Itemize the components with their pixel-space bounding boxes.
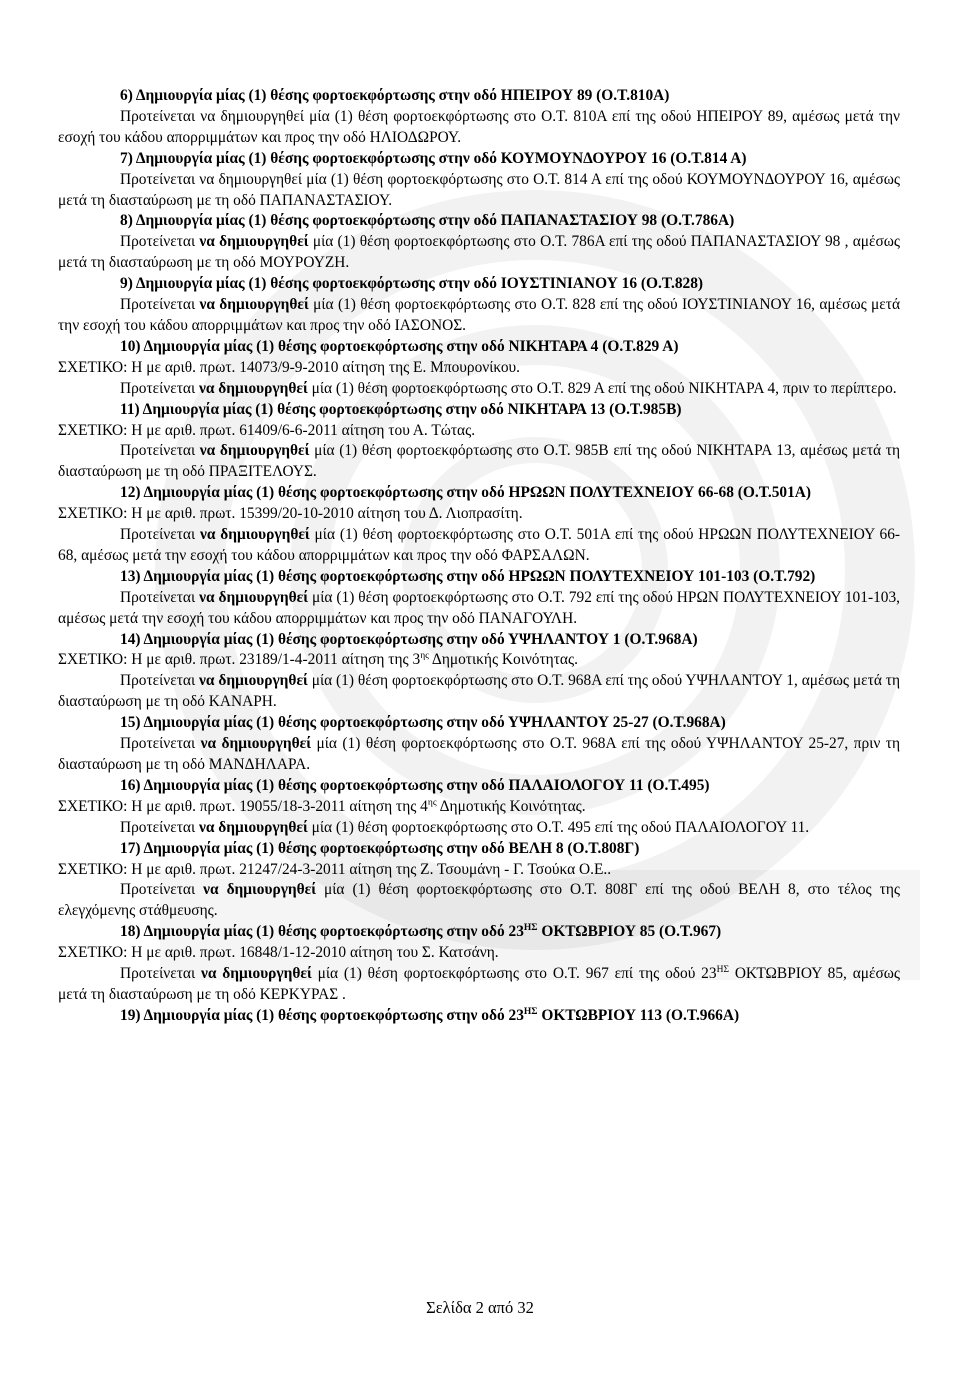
section-text: Προτείνεται να δημιουργηθεί μία (1) θέση φορτοεκφόρτωσης στο Ο.Τ. 786Α επί της οδού ΠΑΠΑΝΑΣΤΑΣΙΟΥ 98 , αμέσως μετά τη διασταύρωση με τη οδό ΜΟΥΡΟΥΖΗ.	[58, 233, 901, 272]
section-heading: 14) Δημιουργία μίας (1) θέσης φορτοεκφόρτωσης στην οδό ΥΨΗΛΑΝΤΟΥ 1 (Ο.Τ.968Α)	[120, 630, 698, 648]
section-heading: 12) Δημιουργία μίας (1) θέσης φορτοεκφόρτωσης στην οδό ΗΡΩΩΝ ΠΟΛΥΤΕΧΝΕΙΟΥ 66-68 (Ο.Τ.501Α)	[120, 484, 812, 502]
section-heading: 11) Δημιουργία μίας (1) θέσης φορτοεκφόρτωσης στην οδό ΝΙΚΗΤΑΡΑ 13 (Ο.Τ.985Β)	[120, 400, 682, 418]
section-reference: ΣΧΕΤΙΚΟ: Η με αριθ. πρωτ. 23189/1-4-2011 αίτηση της $3^{\eta\varsigma}$ Δημοτικής Κοινότητας.	[58, 651, 578, 669]
section-heading: 19) Δημιουργία μίας (1) θέσης φορτοεκφόρτωσης στην οδό $23^{H\Sigma}$ ΟΚΤΩΒΡΙΟΥ 113 (Ο.Τ.966Α)	[120, 1006, 740, 1024]
section-heading: 15) Δημιουργία μίας (1) θέσης φορτοεκφόρτωσης στην οδό ΥΨΗΛΑΝΤΟΥ 25-27 (Ο.Τ.968Α)	[120, 714, 726, 732]
section-heading: 18) Δημιουργία μίας (1) θέσης φορτοεκφόρτωσης στην οδό $23^{H\Sigma}$ ΟΚΤΩΒΡΙΟΥ 85 (Ο.Τ.967)	[120, 923, 722, 941]
section-heading: 17) Δημιουργία μίας (1) θέσης φορτοεκφόρτωσης στην οδό ΒΕΛΗ 8 (Ο.Τ.808Γ)	[120, 839, 640, 857]
section-text: Προτείνεται να δημιουργηθεί μία (1) θέση φορτοεκφόρτωσης στο Ο.Τ. 968Α επί της οδού ΥΨΗΛΑΝΤΟΥ 25-27, πριν τη διασταύρωση με τη οδό ΜΑΝΔΗΛΑΡΑ.	[58, 735, 901, 773]
section-heading: 7) Δημιουργία μίας (1) θέσης φορτοεκφόρτωσης στην οδό ΚΟΥΜΟΥΝΔΟΥΡΟΥ 16 (Ο.Τ.814 Α)	[120, 149, 747, 167]
section-heading: 10) Δημιουργία μίας (1) θέσης φορτοεκφόρτωσης στην οδό ΝΙΚΗΤΑΡΑ 4 (Ο.Τ.829 Α)	[120, 337, 679, 355]
section-text: Προτείνεται να δημιουργηθεί μία (1) θέση φορτοεκφόρτωσης στο Ο.Τ. 829 Α επί της οδού ΝΙΚΗΤΑΡΑ 4, πριν το περίπτερο.	[120, 379, 897, 397]
section-text: Προτείνεται να δημιουργηθεί μία (1) θέση φορτοεκφόρτωσης στο Ο.Τ. 814 Α επί της οδού ΚΟΥΜΟΥΝΔΟΥΡΟΥ 16, αμέσως μετά τη διασταύρωση με τη οδό ΠΑΠΑΝΑΣΤΑΣΙΟΥ.	[58, 170, 900, 209]
section-text: Προτείνεται να δημιουργηθεί μία (1) θέση φορτοεκφόρτωσης στο Ο.Τ. 792 επί της οδού ΗΡΩΝ ΠΟΛΥΤΕΧΝΕΙΟΥ 101-103, αμέσως μετά την εσοχή του κάδου απορριμμάτων και προς την οδό ΠΑΝΑΓΟΥΛΗ.	[58, 588, 901, 627]
section-reference: ΣΧΕΤΙΚΟ: Η με αριθ. πρωτ. 16848/1-12-2010 αίτηση του Σ. Κατσάνη.	[58, 944, 499, 962]
section-text: Προτείνεται να δημιουργηθεί μία (1) θέση φορτοεκφόρτωσης στο Ο.Τ. 985Β επί της οδού ΝΙΚΗΤΑΡΑ 13, αμέσως μετά τη διασταύρωση με τη οδό ΠΡΑΞΙΤΕΛΟΥΣ.	[58, 442, 900, 481]
section-text: Προτείνεται να δημιουργηθεί μία (1) θέση φορτοεκφόρτωσης στο Ο.Τ. 501Α επί της οδού ΗΡΩΩΝ ΠΟΛΥΤΕΧΝΕΙΟΥ 66-68, αμέσως μετά την εσοχή του κάδου απορριμμάτων και προς την οδό ΦΑΡΣΑΛΩΝ.	[58, 526, 901, 564]
section-heading: 16) Δημιουργία μίας (1) θέσης φορτοεκφόρτωσης στην οδό ΠΑΛΑΙΟΛΟΓΟΥ 11 (Ο.Τ.495)	[120, 776, 710, 794]
section-heading: 6) Δημιουργία μίας (1) θέσης φορτοεκφόρτωσης στην οδό ΗΠΕΙΡΟΥ 89 (Ο.Τ.810Α)	[120, 87, 670, 104]
document-body	[58, 86, 900, 1027]
section-reference: ΣΧΕΤΙΚΟ: Η με αριθ. πρωτ. 14073/9-9-2010 αίτηση της Ε. Μπουρονίκου.	[58, 358, 520, 376]
section-reference: ΣΧΕΤΙΚΟ: Η με αριθ. πρωτ. 15399/20-10-2010 αίτηση του Δ. Λιοπρασίτη.	[58, 505, 523, 523]
section-heading: 13) Δημιουργία μίας (1) θέσης φορτοεκφόρτωσης στην οδό ΗΡΩΩΝ ΠΟΛΥΤΕΧΝΕΙΟΥ 101-103 (Ο.Τ.792)	[120, 567, 816, 585]
section-text: Προτείνεται να δημιουργηθεί μία (1) θέση φορτοεκφόρτωσης στο Ο.Τ. 810Α επί της οδού ΗΠΕΙΡΟΥ 89, αμέσως μετά την εσοχή του κάδου απορριμμάτων και προς την οδό ΗΛΙΟΔΩΡΟΥ.	[58, 107, 900, 146]
section-text: Προτείνεται να δημιουργηθεί μία (1) θέση φορτοεκφόρτωσης στο Ο.Τ. 828 επί της οδού ΙΟΥΣΤΙΝΙΑΝΟΥ 16, αμέσως μετά την εσοχή του κάδου απορριμμάτων και προς την οδό ΙΑΣΟΝΟΣ.	[58, 296, 901, 334]
section-text: Προτείνεται να δημιουργηθεί μία (1) θέση φορτοεκφόρτωσης στο Ο.Τ. 808Γ επί της οδού ΒΕΛΗ 8, στο τέλος της ελεγχόμενης στάθμευσης.	[58, 881, 900, 920]
section-reference: ΣΧΕΤΙΚΟ: Η με αριθ. πρωτ. 19055/18-3-2011 αίτηση της $4^{\eta\varsigma}$ Δημοτικής Κοινότητας.	[58, 797, 586, 815]
section-text: Προτείνεται να δημιουργηθεί μία (1) θέση φορτοεκφόρτωσης στο Ο.Τ. 967 επί της οδού $23^{H\Sigma}$ ΟΚΤΩΒΡΙΟΥ 85, αμέσως μετά τη διασταύρωση με τη οδό ΚΕΡΚΥΡΑΣ .	[58, 965, 901, 1003]
section-heading: 8) Δημιουργία μίας (1) θέσης φορτοεκφόρτωσης στην οδό ΠΑΠΑΝΑΣΤΑΣΙΟΥ 98 (Ο.Τ.786Α)	[120, 212, 735, 230]
section-heading: 9) Δημιουργία μίας (1) θέσης φορτοεκφόρτωσης στην οδό ΙΟΥΣΤΙΝΙΑΝΟΥ 16 (Ο.Τ.828)	[120, 275, 704, 293]
section-text: Προτείνεται να δημιουργηθεί μία (1) θέση φορτοεκφόρτωσης στο Ο.Τ. 495 επί της οδού ΠΑΛΑΙΟΛΟΓΟΥ 11.	[120, 818, 810, 836]
section-reference: ΣΧΕΤΙΚΟ: Η με αριθ. πρωτ. 21247/24-3-2011 αίτηση της Ζ. Τσουμάνη - Γ. Τσούκα Ο.Ε..	[58, 860, 612, 878]
section-reference: ΣΧΕΤΙΚΟ: Η με αριθ. πρωτ. 61409/6-6-2011 αίτηση του Α. Τώτας.	[58, 421, 476, 439]
page-number-footer: Σελίδα 2 από 32	[426, 1298, 534, 1317]
section-text: Προτείνεται να δημιουργηθεί μία (1) θέση φορτοεκφόρτωσης στο Ο.Τ. 968Α επί της οδού ΥΨΗΛΑΝΤΟΥ 1, αμέσως μετά τη διασταύρωση με τη οδό ΚΑΝΑΡΗ.	[58, 672, 901, 711]
